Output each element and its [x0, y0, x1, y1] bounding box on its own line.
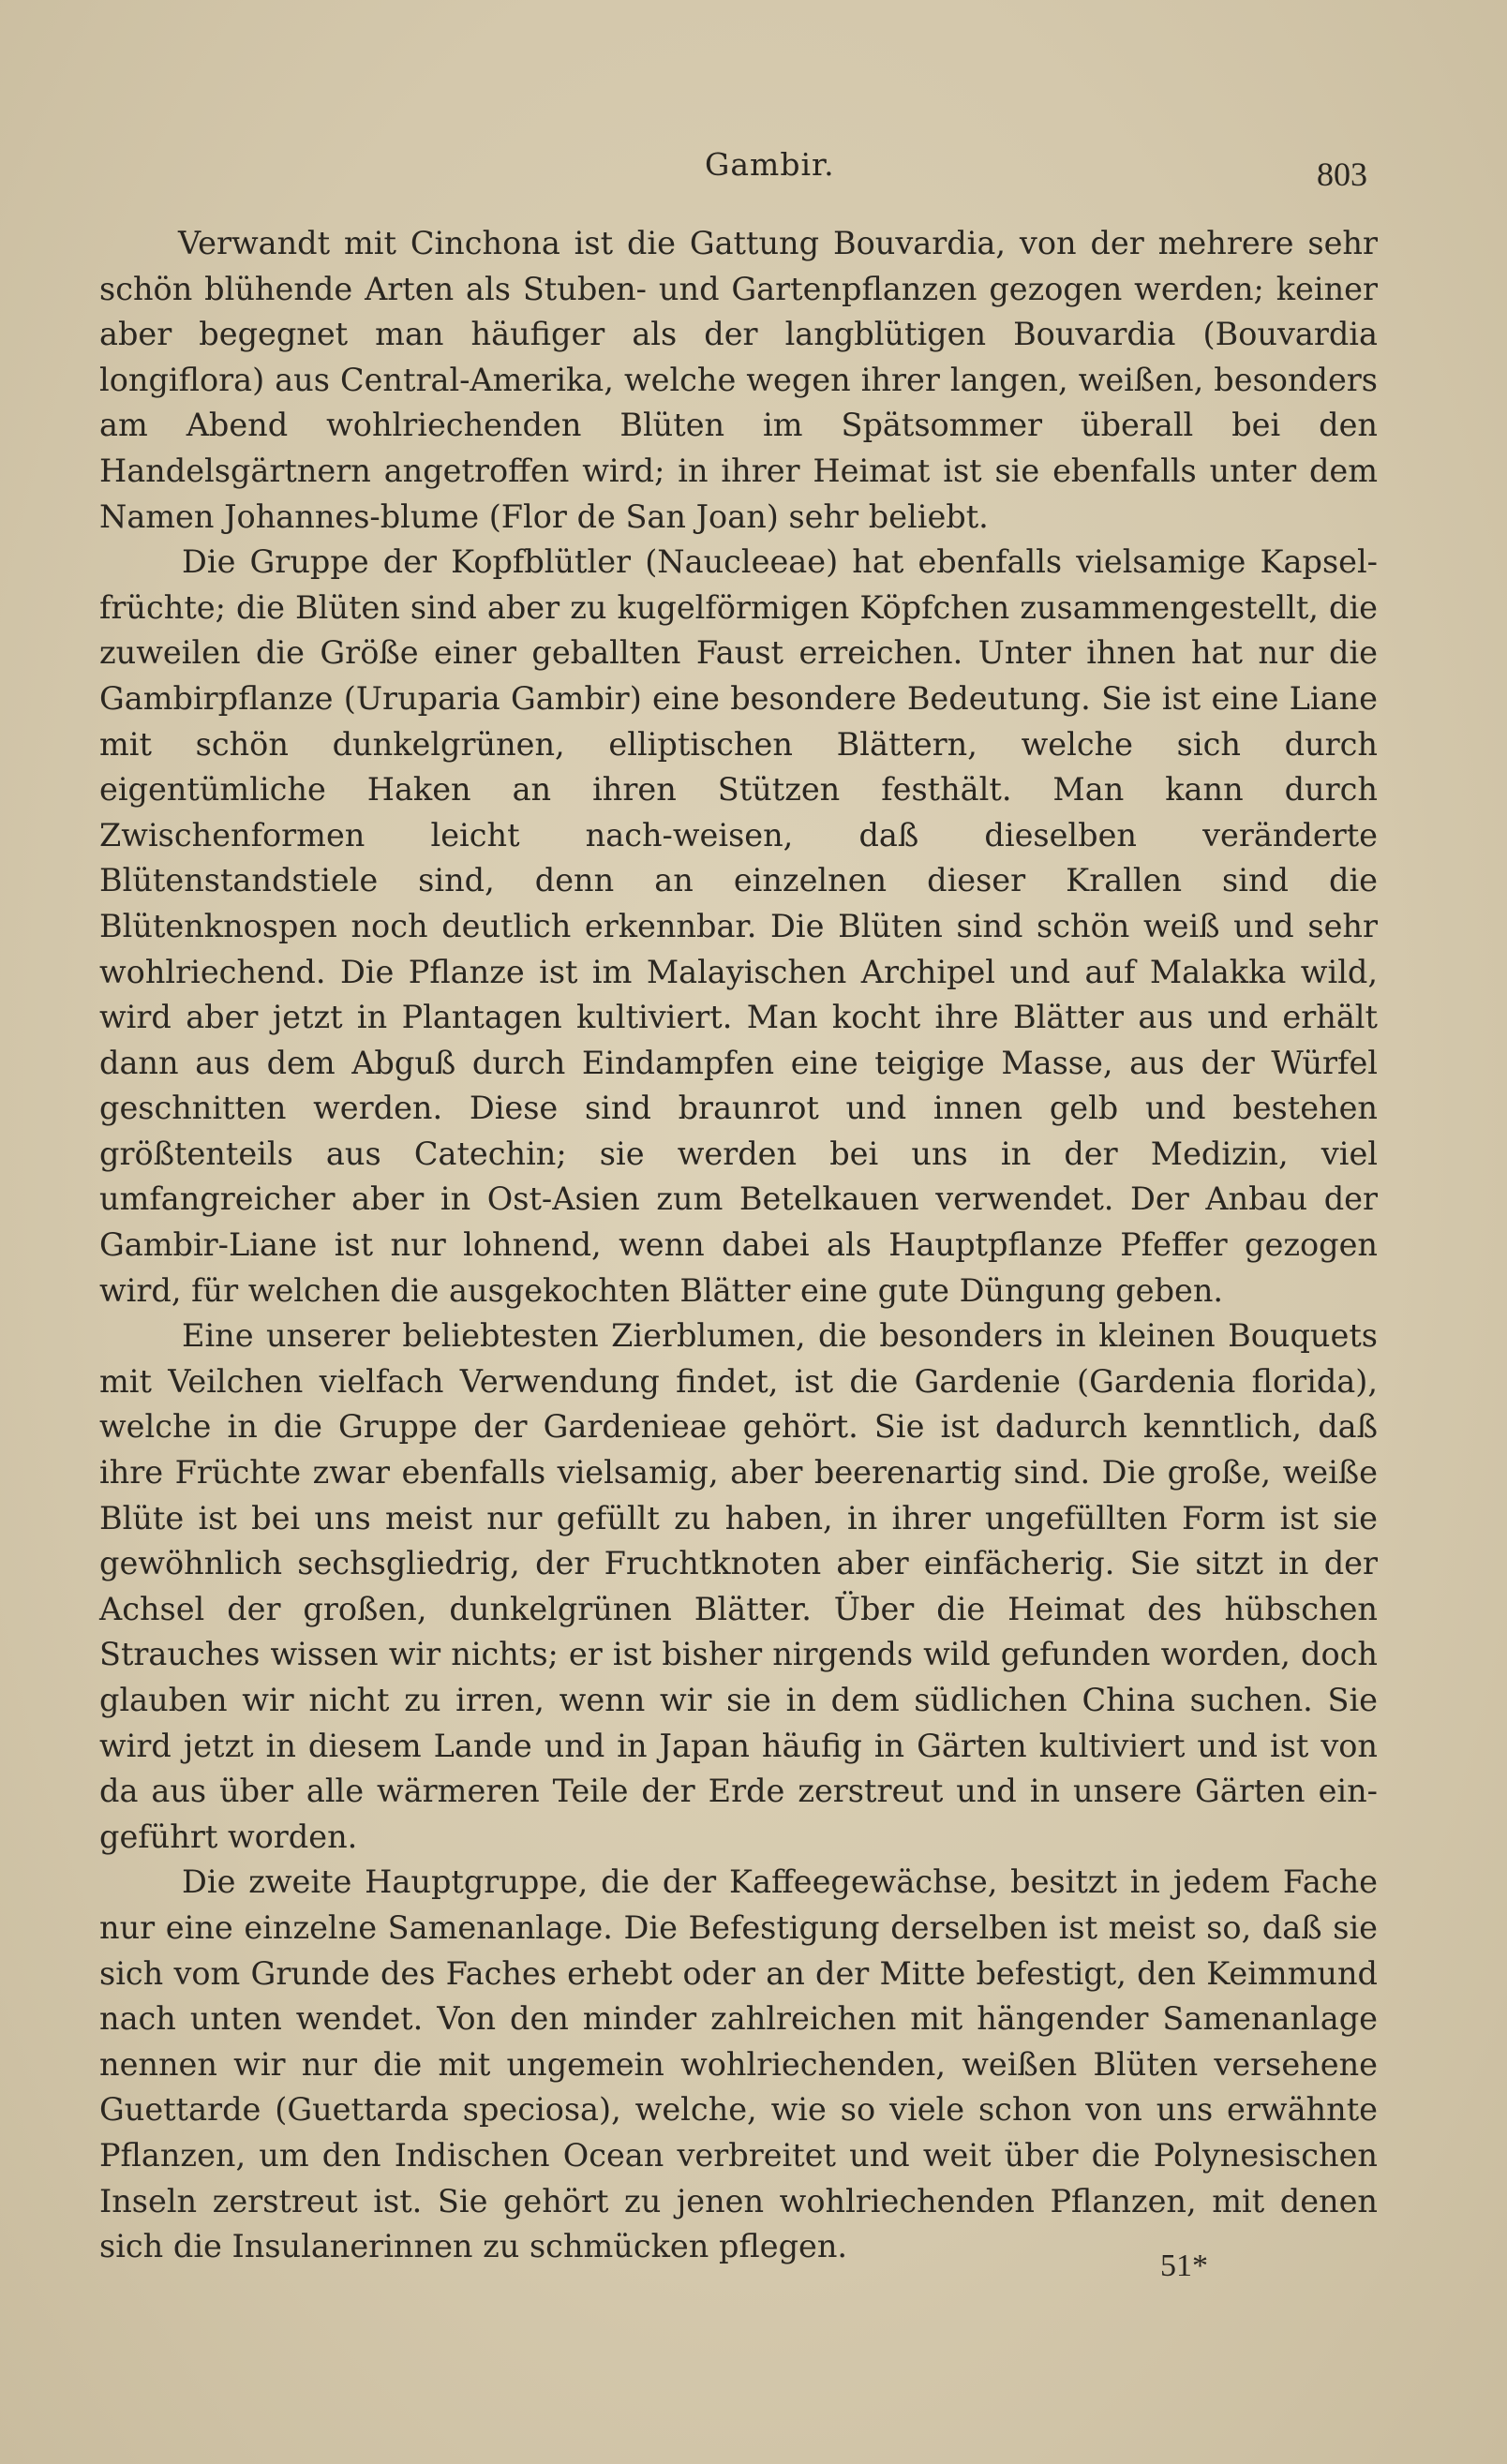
paragraph-bouvardia: Verwandt mit Cinchona ist die Gattung Bouvardia, von der mehrere sehr schön blühende Arten als Stuben- und Gartenpflanzen gezogen werden; keiner aber begegnet man häufiger als der langblütigen Bouvardia (Bouvardia longiflora) aus Central-Amerika, welche wegen ihrer langen, weißen, besonders am Abend wohlriechenden Blüten im Spätsommer überall bei den Handelsgärtnern angetroffen wird; in ihrer Heimat ist sie ebenfalls unter dem Namen Johannes-blume (Flor de San Joan) sehr beliebt.	[99, 225, 1378, 535]
signature-mark: 51*	[1160, 2249, 1208, 2283]
paragraph-gardenia: Eine unserer beliebtesten Zierblumen, die besonders in kleinen Bouquets mit Veilchen vielfach Verwendung findet, ist die Gardenie (Gardenia florida), welche in die Gruppe der Gardenieae gehört. Sie ist dadurch kenntlich, daß ihre Früchte zwar ebenfalls vielsamig, aber beerenartig sind. Die große, weiße Blüte ist bei uns meist nur gefüllt zu haben, in ihrer ungefüllten Form ist sie gewöhnlich sechsgliedrig, der Fruchtknoten aber einfächerig. Sie sitzt in der Achsel der großen, dunkelgrünen Blätter. Über die Heimat des hübschen Strauches wissen wir nichts; er ist bisher nirgends wild gefunden worden, doch glauben wir nicht zu irren, wenn wir sie in dem südlichen China suchen. Sie wird jetzt in diesem Lande und in Japan häufig in Gärten kultiviert und ist von da aus über alle wärmeren Teile der Erde zerstreut und in unsere Gärten ein-geführt worden.	[99, 1317, 1378, 1855]
running-head: Gambir.	[705, 146, 835, 183]
paragraph-gambir: Die Gruppe der Kopfblütler (Naucleeae) hat ebenfalls vielsamige Kapsel-früchte; die Blüten sind aber zu kugelförmigen Köpfchen zusammengestellt, die zuweilen die Größe einer geballten Faust erreichen. Unter ihnen hat nur die Gambirpflanze (Uruparia Gambir) eine besondere Bedeutung. Sie ist eine Liane mit schön dunkelgrünen, elliptischen Blättern, welche sich durch eigentümliche Haken an ihren Stützen festhält. Man kann durch Zwischenformen leicht nach-weisen, daß dieselben veränderte Blütenstandstiele sind, denn an einzelnen dieser Krallen sind die Blütenknospen noch deutlich erkennbar. Die Blüten sind schön weiß und sehr wohlriechend. Die Pflanze ist im Malayischen Archipel und auf Malakka wild, wird aber jetzt in Plantagen kultiviert. Man kocht ihre Blätter aus und erhält dann aus dem Abguß durch Eindampfen eine teigige Masse, aus der Würfel geschnitten werden. Diese sind braunrot und innen gelb und bestehen größtenteils aus Catechin; sie werden bei uns in der Medizin, viel umfangreicher aber in Ost-Asien zum Betelkauen verwendet. Der Anbau der Gambir-Liane ist nur lohnend, wenn dabei als Hauptpflanze Pfeffer gezogen wird, für welchen die ausgekochten Blätter eine gute Düngung geben.	[99, 543, 1378, 1309]
page-number: 803	[1317, 156, 1367, 193]
body-text	[99, 221, 1378, 2270]
paragraph-guettarda: Die zweite Hauptgruppe, die der Kaffeegewächse, besitzt in jedem Fache nur eine einzelne Samenanlage. Die Befestigung derselben ist meist so, daß sie sich vom Grunde des Faches erhebt oder an der Mitte befestigt, den Keimmund nach unten wendet. Von den minder zahlreichen mit hängender Samenanlage nennen wir nur die mit ungemein wohlriechenden, weißen Blüten versehene Guettarde (Guettarda speciosa), welche, wie so viele schon von uns erwähnte Pflanzen, um den Indischen Ocean verbreitet und weit über die Polynesischen Inseln zerstreut ist. Sie gehört zu jenen wohlriechenden Pflanzen, mit denen sich die Insulanerinnen zu schmücken pflegen.	[99, 1863, 1378, 2265]
